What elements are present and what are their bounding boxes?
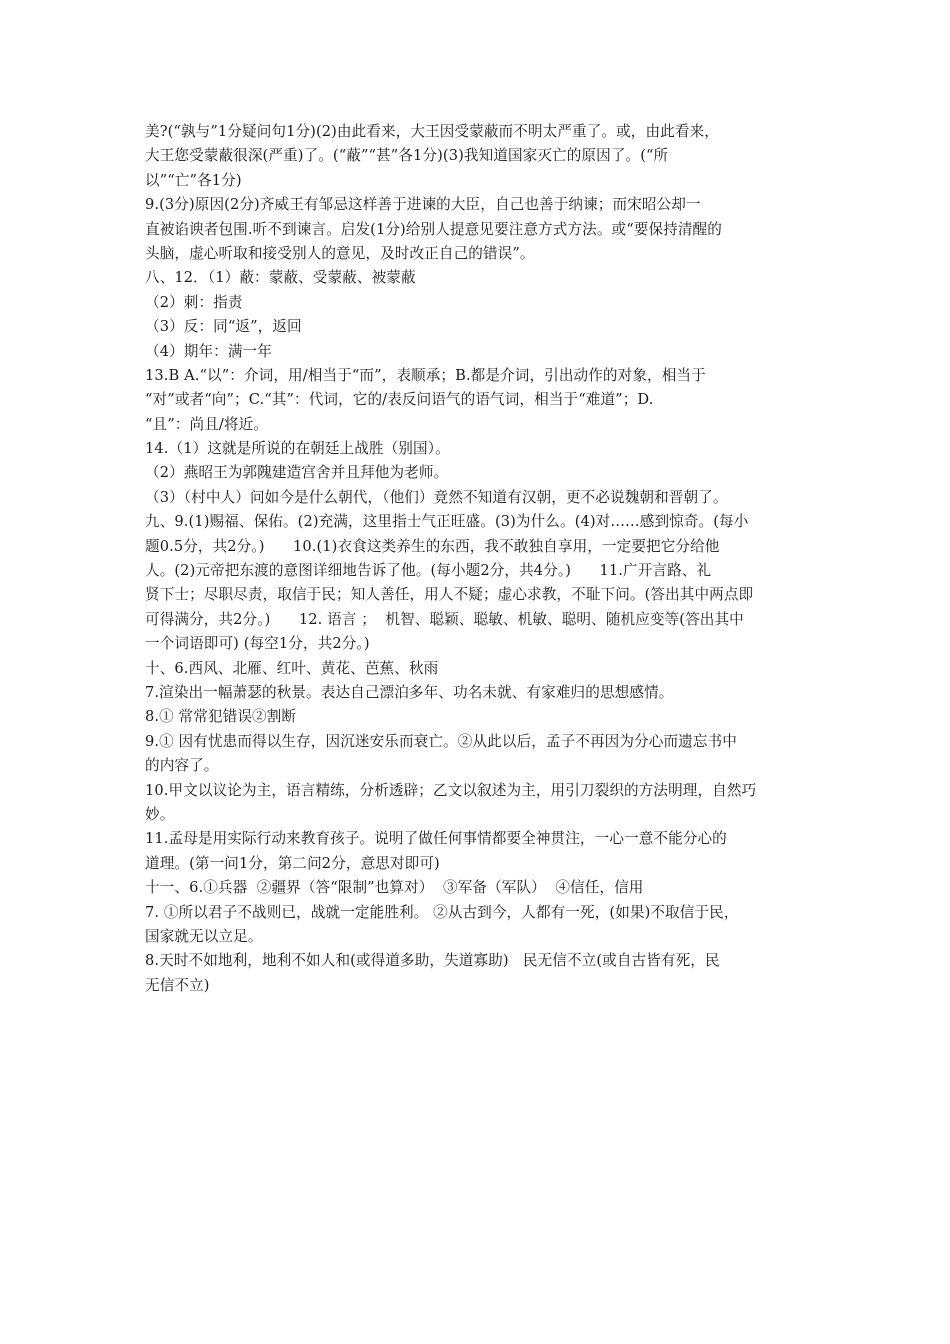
text-line: 人。(2)元帝把东渡的意图详细地告诉了他。(每小题2分，共4分。) 11.广开言路、礼 xyxy=(145,562,712,580)
answer-key-document xyxy=(145,120,810,998)
text-line: 大王您受蒙蔽很深(严重)了。(“蔽”“甚”各1分)(3)我知道国家灭亡的原因了。(“所 xyxy=(145,147,669,165)
text-line: 九、9.(1)赐福、保佑。(2)充满，这里指士气正旺盛。(3)为什么。(4)对……感到惊奇。(每小 xyxy=(145,513,749,531)
text-line: 一个词语即可) (每空1分，共2分。) xyxy=(145,635,370,653)
text-line: 13.B A.“以”：介词，用/相当于“而”，表顺承；B.都是介词，引出动作的对象，相当于 xyxy=(145,366,706,384)
text-line: 11.孟母是用实际行动来教育孩子。说明了做任何事情都要全神贯注，一心一意不能分心的 xyxy=(145,830,727,848)
text-line: 美?(“孰与”1分疑问句1分)(2)由此看来，大王因受蒙蔽而不明太严重了。或，由此看来， xyxy=(145,123,719,140)
text-line: （4）期年：满一年 xyxy=(145,342,272,360)
text-line: 7. ①所以君子不战则已，战就一定能胜利。 ②从古到今，人都有一死，(如果)不取信于民， xyxy=(145,903,739,921)
text-line: 8.天时不如地利，地利不如人和(或得道多助，失道寡助) 民无信不立(或自古皆有死，民 xyxy=(145,952,720,970)
text-line: 9.(3分)原因(2分)齐威王有邹忌这样善于进谏的大臣，自己也善于纳谏；而宋昭公却一 xyxy=(145,196,701,214)
text-line: 直被谄谀者包围.听不到谏言。启发(1分)给别人提意见要注意方式方法。或“要保持清醒的 xyxy=(145,220,722,238)
text-line: （3）（村中人）问如今是什么朝代，（他们）竟然不知道有汉朝，更不必说魏朝和晋朝了。 xyxy=(145,488,728,506)
text-line: （3）反：同“返”，返回 xyxy=(145,318,302,336)
text-line: 以”“亡”各1分) xyxy=(145,171,242,189)
text-line: 14.（1）这就是所说的在朝廷上战胜（别国）。 xyxy=(145,440,450,458)
text-line: 国家就无以立足。 xyxy=(145,927,263,945)
text-line: 题0.5分，共2分。) 10.(1)衣食这类养生的东西，我不敢独自享用，一定要把它分给他 xyxy=(145,537,720,555)
text-line: 道理。(第一问1分，第二问2分，意思对即可) xyxy=(145,854,440,872)
text-line: 妙。 xyxy=(145,805,175,823)
text-line: 8.① 常常犯错误②割断 xyxy=(145,708,297,726)
text-line: 可得满分，共2分。) 12. 语言 ； 机智、聪颖、聪敏、机敏、聪明、随机应变等(答出其中 xyxy=(145,610,744,628)
text-line: 10.甲文以议论为主，语言精练，分析透辟；乙文以叙述为主，用引刀裂织的方法明理，自然巧 xyxy=(145,781,757,799)
text-line: （2）燕昭王为郭隗建造宫舍并且拜他为老师。 xyxy=(145,464,449,482)
text-line: 八、12．（1）蔽：蒙蔽、受蒙蔽、被蒙蔽 xyxy=(145,269,416,287)
text-line: “且”：尚且/将近。 xyxy=(145,415,268,433)
text-line: 无信不立) xyxy=(145,976,210,994)
text-line: 十、6.西风、北雁、红叶、黄花、芭蕉、秋雨 xyxy=(145,659,439,677)
text-line: 的内容了。 xyxy=(145,757,219,775)
text-line: 十一、6.①兵器 ②疆界（答“限制”也算对） ③军备（军队） ④信任，信用 xyxy=(145,879,644,897)
text-line: 9.① 因有忧患而得以生存，因沉迷安乐而衰亡。②从此以后，孟子不再因为分心而遗忘书中 xyxy=(145,732,737,750)
text-line: 头脑，虚心听取和接受别人的意见，及时改正自己的错误”。 xyxy=(145,244,535,262)
text-line: （2）刺：指责 xyxy=(145,293,243,311)
text-line: “对”或者“向”；C.“其”：代词，它的/表反问语气的语气词，相当于“难道”；D. xyxy=(145,391,654,409)
text-line: 7.渲染出一幅萧瑟的秋景。表达自己漂泊多年、功名未就、有家难归的思想感情。 xyxy=(145,683,674,701)
text-line: 贤下士；尽职尽责，取信于民；知人善任，用人不疑；虚心求教，不耻下问。(答出其中两点即 xyxy=(145,586,754,604)
